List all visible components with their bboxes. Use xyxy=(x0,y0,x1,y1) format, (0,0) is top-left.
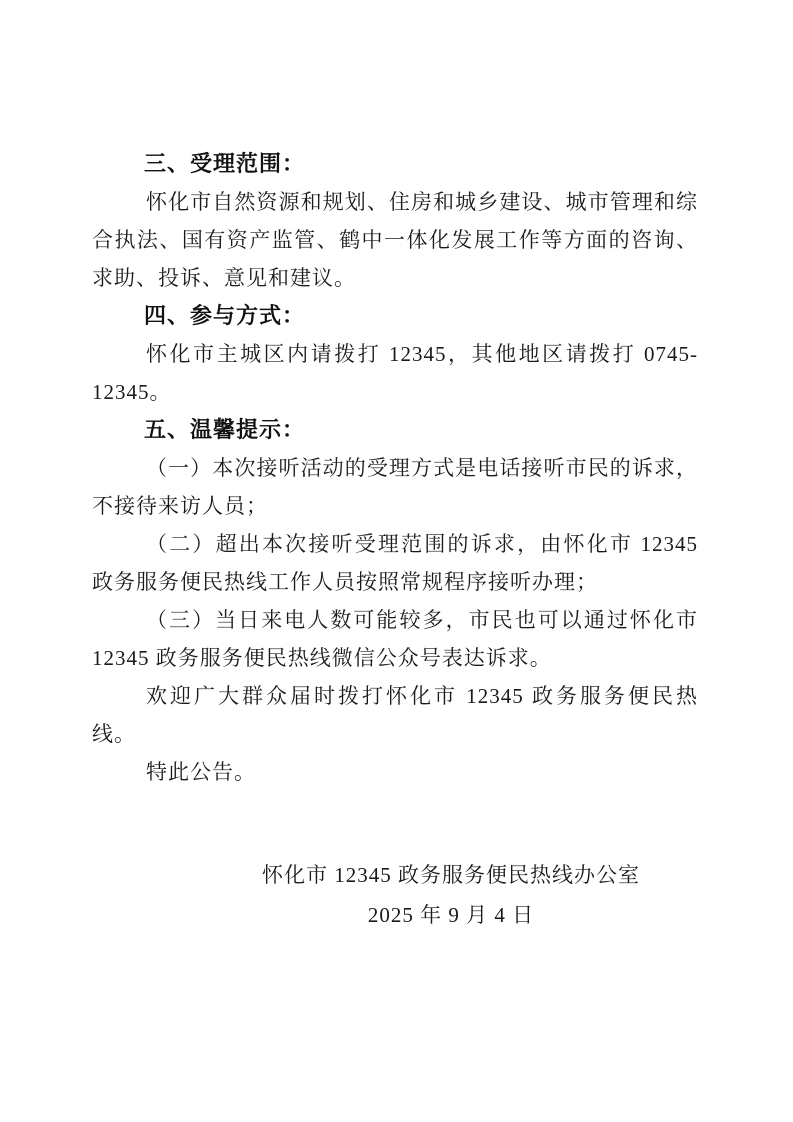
paragraph-reminder-item-3: （三）当日来电人数可能较多，市民也可以通过怀化市 12345 政务服务便民热线微信公众号表达诉求。 xyxy=(92,608,698,670)
paragraph-welcome: 欢迎广大群众届时拨打怀化市 12345 政务服务便民热线。 xyxy=(92,684,698,746)
section-heading-acceptance-scope: 三、受理范围： xyxy=(144,151,306,176)
signature-block xyxy=(204,855,698,935)
paragraph-reminder-item-1: （一）本次接听活动的受理方式是电话接听市民的诉求，不接待来访人员； xyxy=(92,456,698,518)
paragraph-reminder-item-2: （二）超出本次接听受理范围的诉求，由怀化市 12345 政务服务便民热线工作人员按照常规程序接听办理； xyxy=(92,532,698,594)
paragraph-closing: 特此公告。 xyxy=(146,760,256,784)
paragraph-participation-method: 怀化市主城区内请拨打 12345，其他地区请拨打 0745-12345。 xyxy=(92,342,698,404)
section-heading-kind-reminder: 五、温馨提示： xyxy=(144,417,306,442)
signature-date: 2025 年 9 月 4 日 xyxy=(367,903,535,927)
signature-org: 怀化市 12345 政务服务便民热线办公室 xyxy=(262,863,640,887)
section-heading-participation-method: 四、参与方式： xyxy=(144,303,306,328)
paragraph-acceptance-scope: 怀化市自然资源和规划、住房和城乡建设、城市管理和综合执法、国有资产监管、鹤中一体化发展工作等方面的咨询、求助、投诉、意见和建议。 xyxy=(92,190,698,290)
